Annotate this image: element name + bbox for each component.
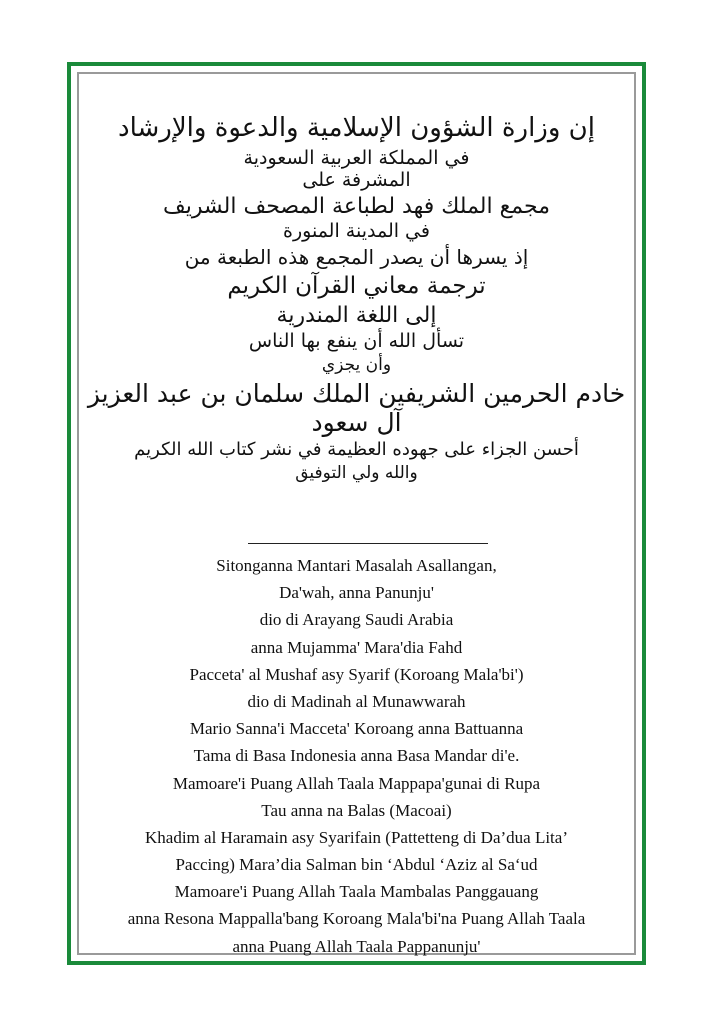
page-frame	[67, 62, 646, 965]
text-line: Tau anna na Balas (Macoai)	[261, 800, 452, 820]
text-line: anna Resona Mappalla'bang Koroang Mala'bi'na Puang Allah Taala	[127, 909, 586, 929]
text-line: dio di Madinah al Munawwarah	[247, 691, 466, 711]
text-line: anna Mujamma' Mara'dia Fahd	[250, 637, 463, 657]
text-line: Khadim al Haramain asy Syarifain (Pattetteng di Da’dua Lita’	[145, 827, 568, 847]
arabic-line: تسأل الله أن ينفع بها الناس	[248, 330, 465, 353]
inner-frame	[77, 72, 636, 955]
divider-line	[248, 543, 488, 544]
text-line: Mamoare'i Puang Allah Taala Mambalas Panggauang	[174, 882, 539, 902]
arabic-dedication	[79, 114, 634, 484]
text-line: Mario Sanna'i Macceta' Koroang anna Battuanna	[189, 719, 524, 739]
arabic-line: في المملكة العربية السعودية	[243, 146, 470, 169]
text-line: Pacceta' al Mushaf asy Syarif (Koroang Mala'bi')	[189, 664, 524, 684]
arabic-line: خادم الحرمين الشريفين الملك سلمان بن عبد العزيز آل سعود	[87, 378, 626, 437]
arabic-line: وأن يجزي	[321, 355, 392, 376]
arabic-line: إلى اللغة المندرية	[276, 303, 437, 329]
arabic-line: المشرفة على	[302, 168, 411, 191]
arabic-line: ترجمة معاني القرآن الكريم	[227, 272, 486, 299]
arabic-line: في المدينة المنورة	[283, 219, 430, 242]
text-line: Mamoare'i Puang Allah Taala Mappapa'gunai di Rupa	[172, 773, 541, 793]
text-line: Tama di Basa Indonesia anna Basa Mandar di'e.	[193, 746, 520, 766]
arabic-line: أحسن الجزاء على جهوده العظيمة في نشر كتاب الله الكريم	[134, 439, 579, 461]
arabic-line: إن وزارة الشؤون الإسلامية والدعوة والإرشاد	[117, 113, 595, 143]
arabic-line: والله ولي التوفيق	[295, 463, 418, 484]
text-line: anna Puang Allah Taala Pappanunju'	[232, 936, 481, 956]
text-line: Da'wah, anna Panunju'	[279, 583, 434, 603]
arabic-line: مجمع الملك فهد لطباعة المصحف الشريف	[162, 193, 551, 219]
text-line: Sitonganna Mantari Masalah Asallangan,	[216, 556, 497, 575]
text-line: dio di Arayang Saudi Arabia	[259, 610, 454, 630]
mandar-translation	[79, 552, 634, 960]
arabic-line: إذ يسرها أن يصدر المجمع هذه الطبعة من	[184, 244, 529, 269]
text-line: Paccing) Mara’dia Salman bin ‘Abdul ‘Aziz al Sa‘ud	[175, 855, 538, 875]
